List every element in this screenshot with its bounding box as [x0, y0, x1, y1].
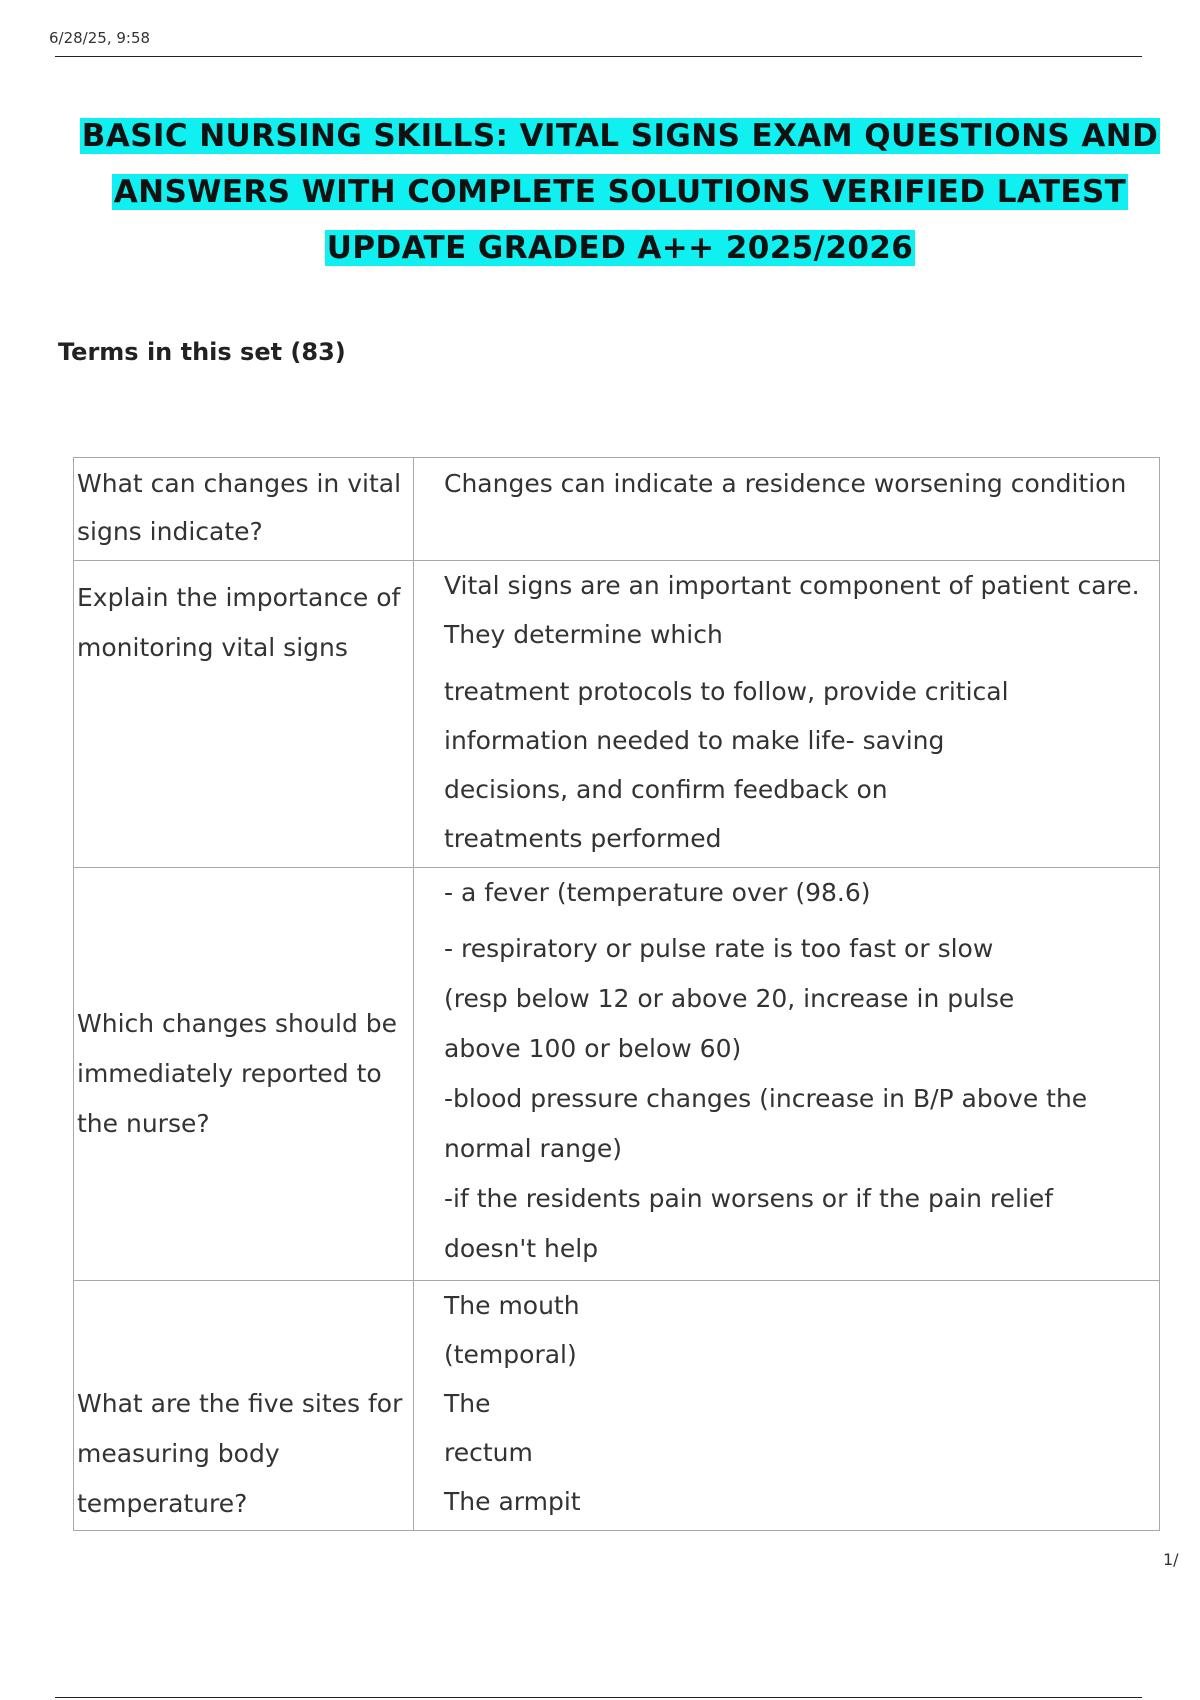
table-row	[74, 1281, 1160, 1531]
term-text: the nurse?	[77, 1109, 210, 1138]
title-line-3: UPDATE GRADED A++ 2025/2026	[326, 230, 914, 266]
definition-text: - respiratory or pulse rate is too fast or slow	[444, 934, 994, 963]
term-text: What can changes in vital	[77, 469, 402, 498]
definition-cell	[414, 561, 1160, 868]
title-line-2: ANSWERS WITH COMPLETE SOLUTIONS VERIFIED LATEST	[113, 174, 1127, 210]
term-text: Which changes should be	[77, 1009, 398, 1038]
definition-text: (resp below 12 or above 20, increase in pulse	[444, 984, 1015, 1013]
definition-text: The mouth	[444, 1291, 580, 1320]
page-number: 1/	[1163, 1550, 1179, 1569]
header-divider	[55, 56, 1142, 57]
term-text: immediately reported to	[77, 1059, 382, 1088]
definition-cell	[414, 458, 1160, 561]
term-text: What are the five sites for	[77, 1389, 403, 1418]
term-text: temperature?	[77, 1489, 248, 1518]
definition-text: Changes can indicate a residence worsening condition	[444, 469, 1127, 498]
definition-text: The	[444, 1389, 491, 1418]
term-text: monitoring vital signs	[77, 633, 348, 662]
table-row	[74, 458, 1160, 561]
definition-text: Vital signs are an important component of patient care.	[444, 571, 1140, 600]
table-row	[74, 561, 1160, 868]
footer-divider	[55, 1697, 1142, 1698]
term-cell	[74, 1281, 414, 1531]
definition-cell	[414, 868, 1160, 1281]
definition-text: (temporal)	[444, 1340, 577, 1369]
term-cell	[74, 561, 414, 868]
definition-text: -if the residents pain worsens or if the pain relief	[444, 1184, 1054, 1213]
definition-text: They determine which	[444, 620, 723, 649]
definition-text: decisions, and confirm feedback on	[444, 775, 888, 804]
definition-text: rectum	[444, 1438, 533, 1467]
terms-count-heading: Terms in this set (83)	[58, 338, 346, 366]
term-cell	[74, 458, 414, 561]
definition-text: treatments performed	[444, 824, 722, 853]
definition-text: above 100 or below 60)	[444, 1034, 742, 1063]
table-row	[74, 868, 1160, 1281]
terms-table	[73, 457, 1160, 1531]
term-text: signs indicate?	[77, 517, 263, 546]
definition-text: normal range)	[444, 1134, 622, 1163]
definition-text: information needed to make life- saving	[444, 726, 945, 755]
definition-text: The armpit	[444, 1487, 581, 1516]
definition-cell	[414, 1281, 1160, 1531]
definition-text: treatment protocols to follow, provide critical	[444, 677, 1009, 706]
definition-text: -blood pressure changes (increase in B/P above the	[444, 1084, 1088, 1113]
term-text: measuring body	[77, 1439, 280, 1468]
definition-text: - a fever (temperature over (98.6)	[444, 878, 871, 907]
document-title	[40, 108, 1200, 276]
definition-text: doesn't help	[444, 1234, 599, 1263]
term-text: Explain the importance of	[77, 583, 401, 612]
term-cell	[74, 868, 414, 1281]
title-line-1: BASIC NURSING SKILLS: VITAL SIGNS EXAM QUESTIONS AND	[81, 118, 1159, 154]
print-date: 6/28/25, 9:58	[49, 29, 151, 47]
